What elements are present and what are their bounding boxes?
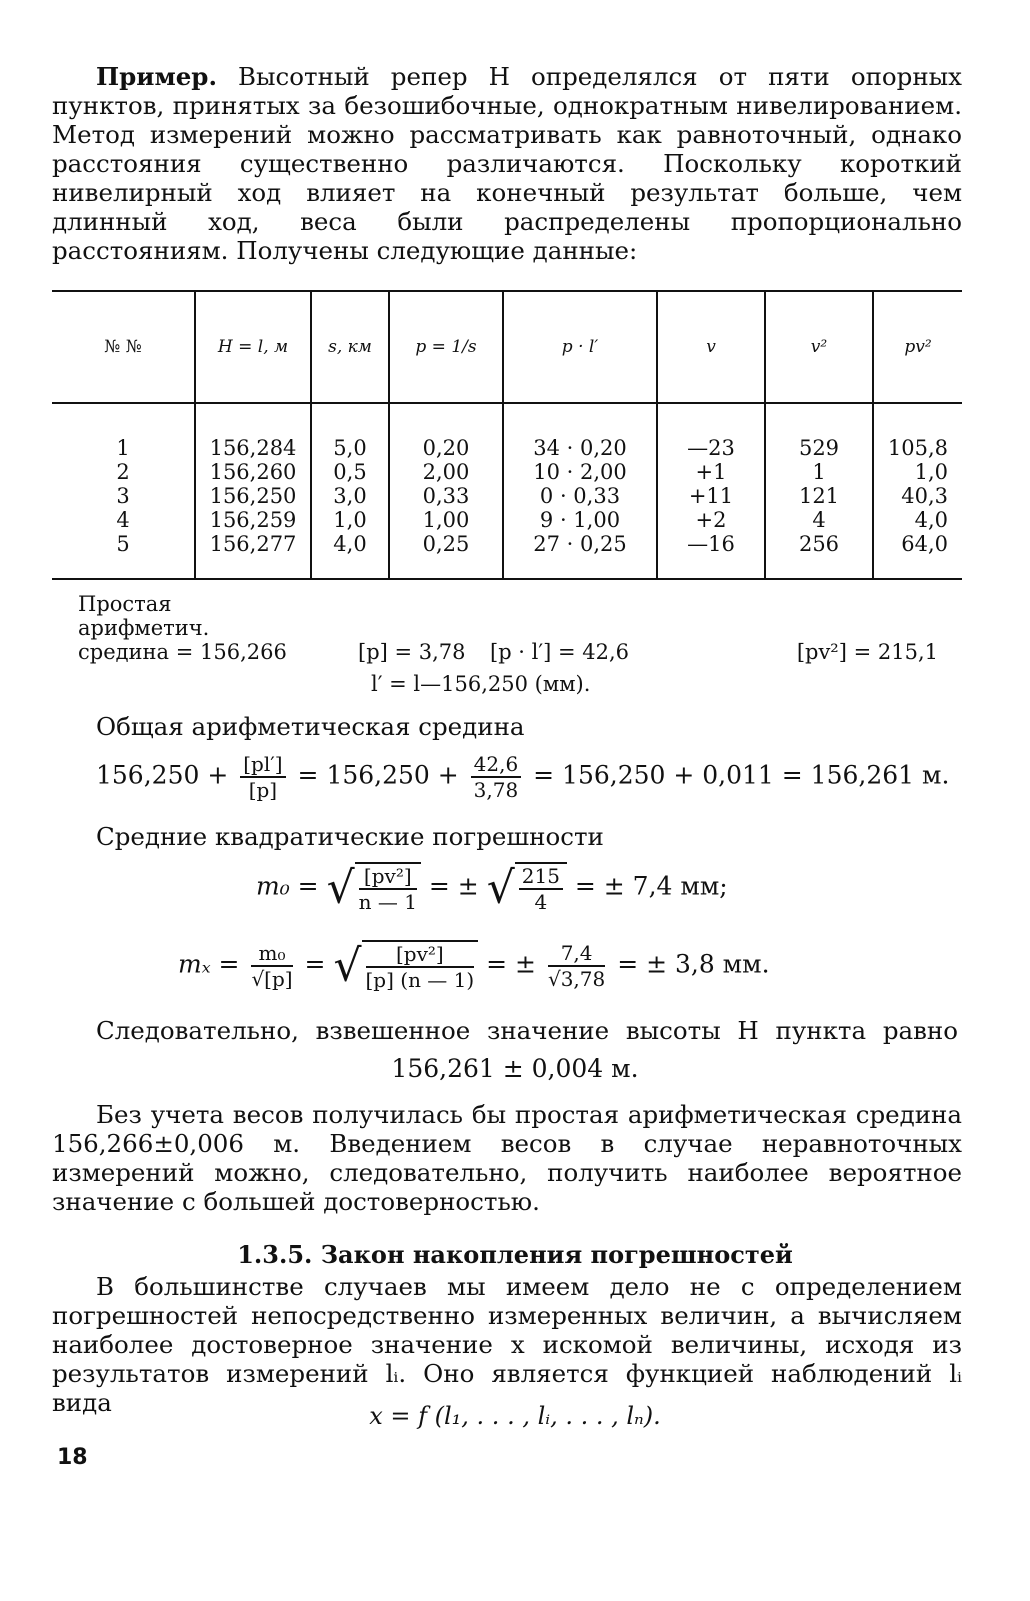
formula-part: = ± 3,8 мм. [617,949,770,979]
summary-label-line: арифметич. [78,616,210,640]
table-cell: —23 [687,436,735,460]
formula-part: 156,250 + [96,760,229,790]
table-body-row [52,403,962,579]
section-heading: 1.3.5. Закон накопления погрешностей [237,1240,793,1269]
m0-formula [256,862,728,914]
fraction-denominator: n — 1 [358,890,417,914]
section-body [52,1272,962,1417]
fraction-numerator: [pv²] [359,864,417,890]
pl-sum: [p · l′] = 42,6 [490,640,630,664]
sqrt [333,940,478,992]
table-cell: +11 [688,484,734,508]
intro-lead: Пример. [96,62,217,91]
table-cell: 4,0 [914,508,948,532]
table-cell: 64,0 [901,532,948,556]
col-height [195,403,311,579]
fraction [366,942,475,992]
table-cell: 256 [798,532,840,556]
table-cell: 0,5 [333,460,367,484]
table-cell: 0 · 0,33 [539,484,621,508]
p-sum: [p] = 3,78 [358,640,466,664]
table-cell: 4 [116,508,130,532]
table-cell: 0,33 [422,484,470,508]
conclusion-value: 156,261 ± 0,004 м. [391,1054,639,1083]
col-header-pv2: pv² [873,291,962,403]
table-cell: 5,0 [333,436,367,460]
table-cell: +2 [695,508,727,532]
table-header-row [52,291,962,403]
table-cell: 40,3 [901,484,948,508]
general-mean-title: Общая арифметическая средина [96,712,525,741]
table-cell: 0,20 [422,436,470,460]
fraction-numerator: 215 [519,864,563,890]
summary-label-line: Простая [78,592,172,616]
table-cell: 156,250 [209,484,297,508]
table-cell: 156,259 [209,508,297,532]
fraction-denominator: 3,78 [473,778,519,802]
formula-part: mₓ = [178,949,240,979]
intro-text: Высотный репер H определялся от пяти опорных пунктов, принятых за безошибочные, однократным нивелированием. Метод измерений можно рассматривать как равноточный, однако расстояния существенно различаются. Поскольку короткий нивелирный ход влияет на конечный результат больше, чем длинный ход, веса были распределены пропорционально расстояниям. Получены следующие данные: [52,62,962,265]
col-header-pl: p · l′ [503,291,657,403]
table-cell: 2,00 [422,460,470,484]
formula-part: m₀ = [256,871,319,901]
table-cell: 4,0 [333,532,367,556]
formula-part: = ± [428,871,479,901]
col-distance [311,403,389,579]
fraction-denominator: [p] [248,778,278,802]
formula-part: = ± [486,949,536,979]
fraction [359,864,417,914]
formula-part: = [304,949,326,979]
table-cell: 9 · 1,00 [539,508,621,532]
page-body [52,62,962,265]
fraction-numerator: [pv²] [366,942,475,968]
formula-part: = 156,250 + 0,011 = 156,261 м. [533,760,950,790]
col-header-v: v [657,291,765,403]
table-cell: 1,0 [333,508,367,532]
fraction-numerator: 7,4 [548,941,605,967]
col-weight [389,403,503,579]
table-cell: 10 · 2,00 [533,460,627,484]
table-cell: 5 [116,532,130,556]
sqrt-icon: √ [486,862,515,914]
table-cell: 1 [812,460,826,484]
table-cell: 105,8 [887,436,948,460]
col-pl [503,403,657,579]
errors-title: Средние квадратические погрешности [96,822,604,851]
paragraph-block [52,1100,962,1216]
simple-mean-label [78,592,287,664]
fraction [240,752,285,802]
l-prime-definition: l′ = l—156,250 (мм). [371,672,591,696]
section-paragraph: В большинстве случаев мы имеем дело не с определением погрешностей непосредственно измеренных величин, а вычисляем наиболее достоверное значение x искомой величины, исходя из результатов измерений lᵢ. Оно является функцией наблюдений lᵢ вида [52,1272,962,1417]
fraction [519,864,563,914]
fraction-numerator: m₀ [251,941,292,967]
pv2-sum: [pv²] = 215,1 [796,640,938,664]
table-cell: —16 [687,532,735,556]
paragraph-2: Без учета весов получилась бы простая арифметическая средина 156,266±0,006 м. Введением весов в случае неравноточных измерений можно, следовательно, получить наиболее вероятное значение с большей достоверностью. [52,1100,962,1216]
summary-label-line: средина = 156,266 [78,640,287,664]
table-cell: 156,284 [209,436,297,460]
col-header-v2: v² [765,291,873,403]
fraction [548,941,605,991]
col-number [52,403,195,579]
table-cell: 1 [116,436,130,460]
section-heading-wrap [0,1232,1030,1277]
fraction-denominator: 4 [534,890,548,914]
section-formula: x = f (l₁, . . . , lᵢ, . . . , lₙ). [369,1402,661,1430]
conclusion-text: Следовательно, взвешенное значение высоты H пункта равно [96,1016,958,1045]
table-cell: 0,25 [422,532,470,556]
fraction-denominator: [p] (n — 1) [365,968,475,992]
measurement-table [52,290,962,580]
table-cell: 121 [798,484,840,508]
table-cell: 156,260 [209,460,297,484]
fraction [471,752,522,802]
page-number: 18 [57,1445,88,1470]
table-cell: +1 [695,460,727,484]
col-header-distance: s, км [311,291,389,403]
table-cell: 529 [798,436,840,460]
table-cell: 3 [116,484,130,508]
sqrt [487,862,567,914]
col-pv2 [873,403,962,579]
table-cell: 2 [116,460,130,484]
intro-paragraph [52,62,962,265]
table-cell: 156,277 [209,532,297,556]
fraction-numerator: [pl′] [240,752,285,778]
table-cell: 34 · 0,20 [533,436,627,460]
sqrt [327,862,421,914]
col-v2 [765,403,873,579]
table-cell: 1,00 [422,508,470,532]
table-cell: 1,0 [914,460,948,484]
fraction-denominator: √[p] [251,967,293,991]
fraction-denominator: √3,78 [547,967,606,991]
table-cell: 3,0 [333,484,367,508]
col-header-number: № № [52,291,195,403]
sqrt-icon: √ [333,940,362,992]
col-header-weight: p = 1/s [389,291,503,403]
mx-formula [178,940,770,992]
sqrt-icon: √ [326,862,355,914]
fraction-numerator: 42,6 [471,752,522,778]
fraction [251,941,292,991]
general-mean-formula [96,752,949,802]
formula-part: = ± 7,4 мм; [574,871,728,901]
table-cell: 27 · 0,25 [533,532,627,556]
table-cell: 4 [812,508,826,532]
formula-part: = 156,250 + [297,760,459,790]
col-header-height: H = l, м [195,291,311,403]
col-v [657,403,765,579]
